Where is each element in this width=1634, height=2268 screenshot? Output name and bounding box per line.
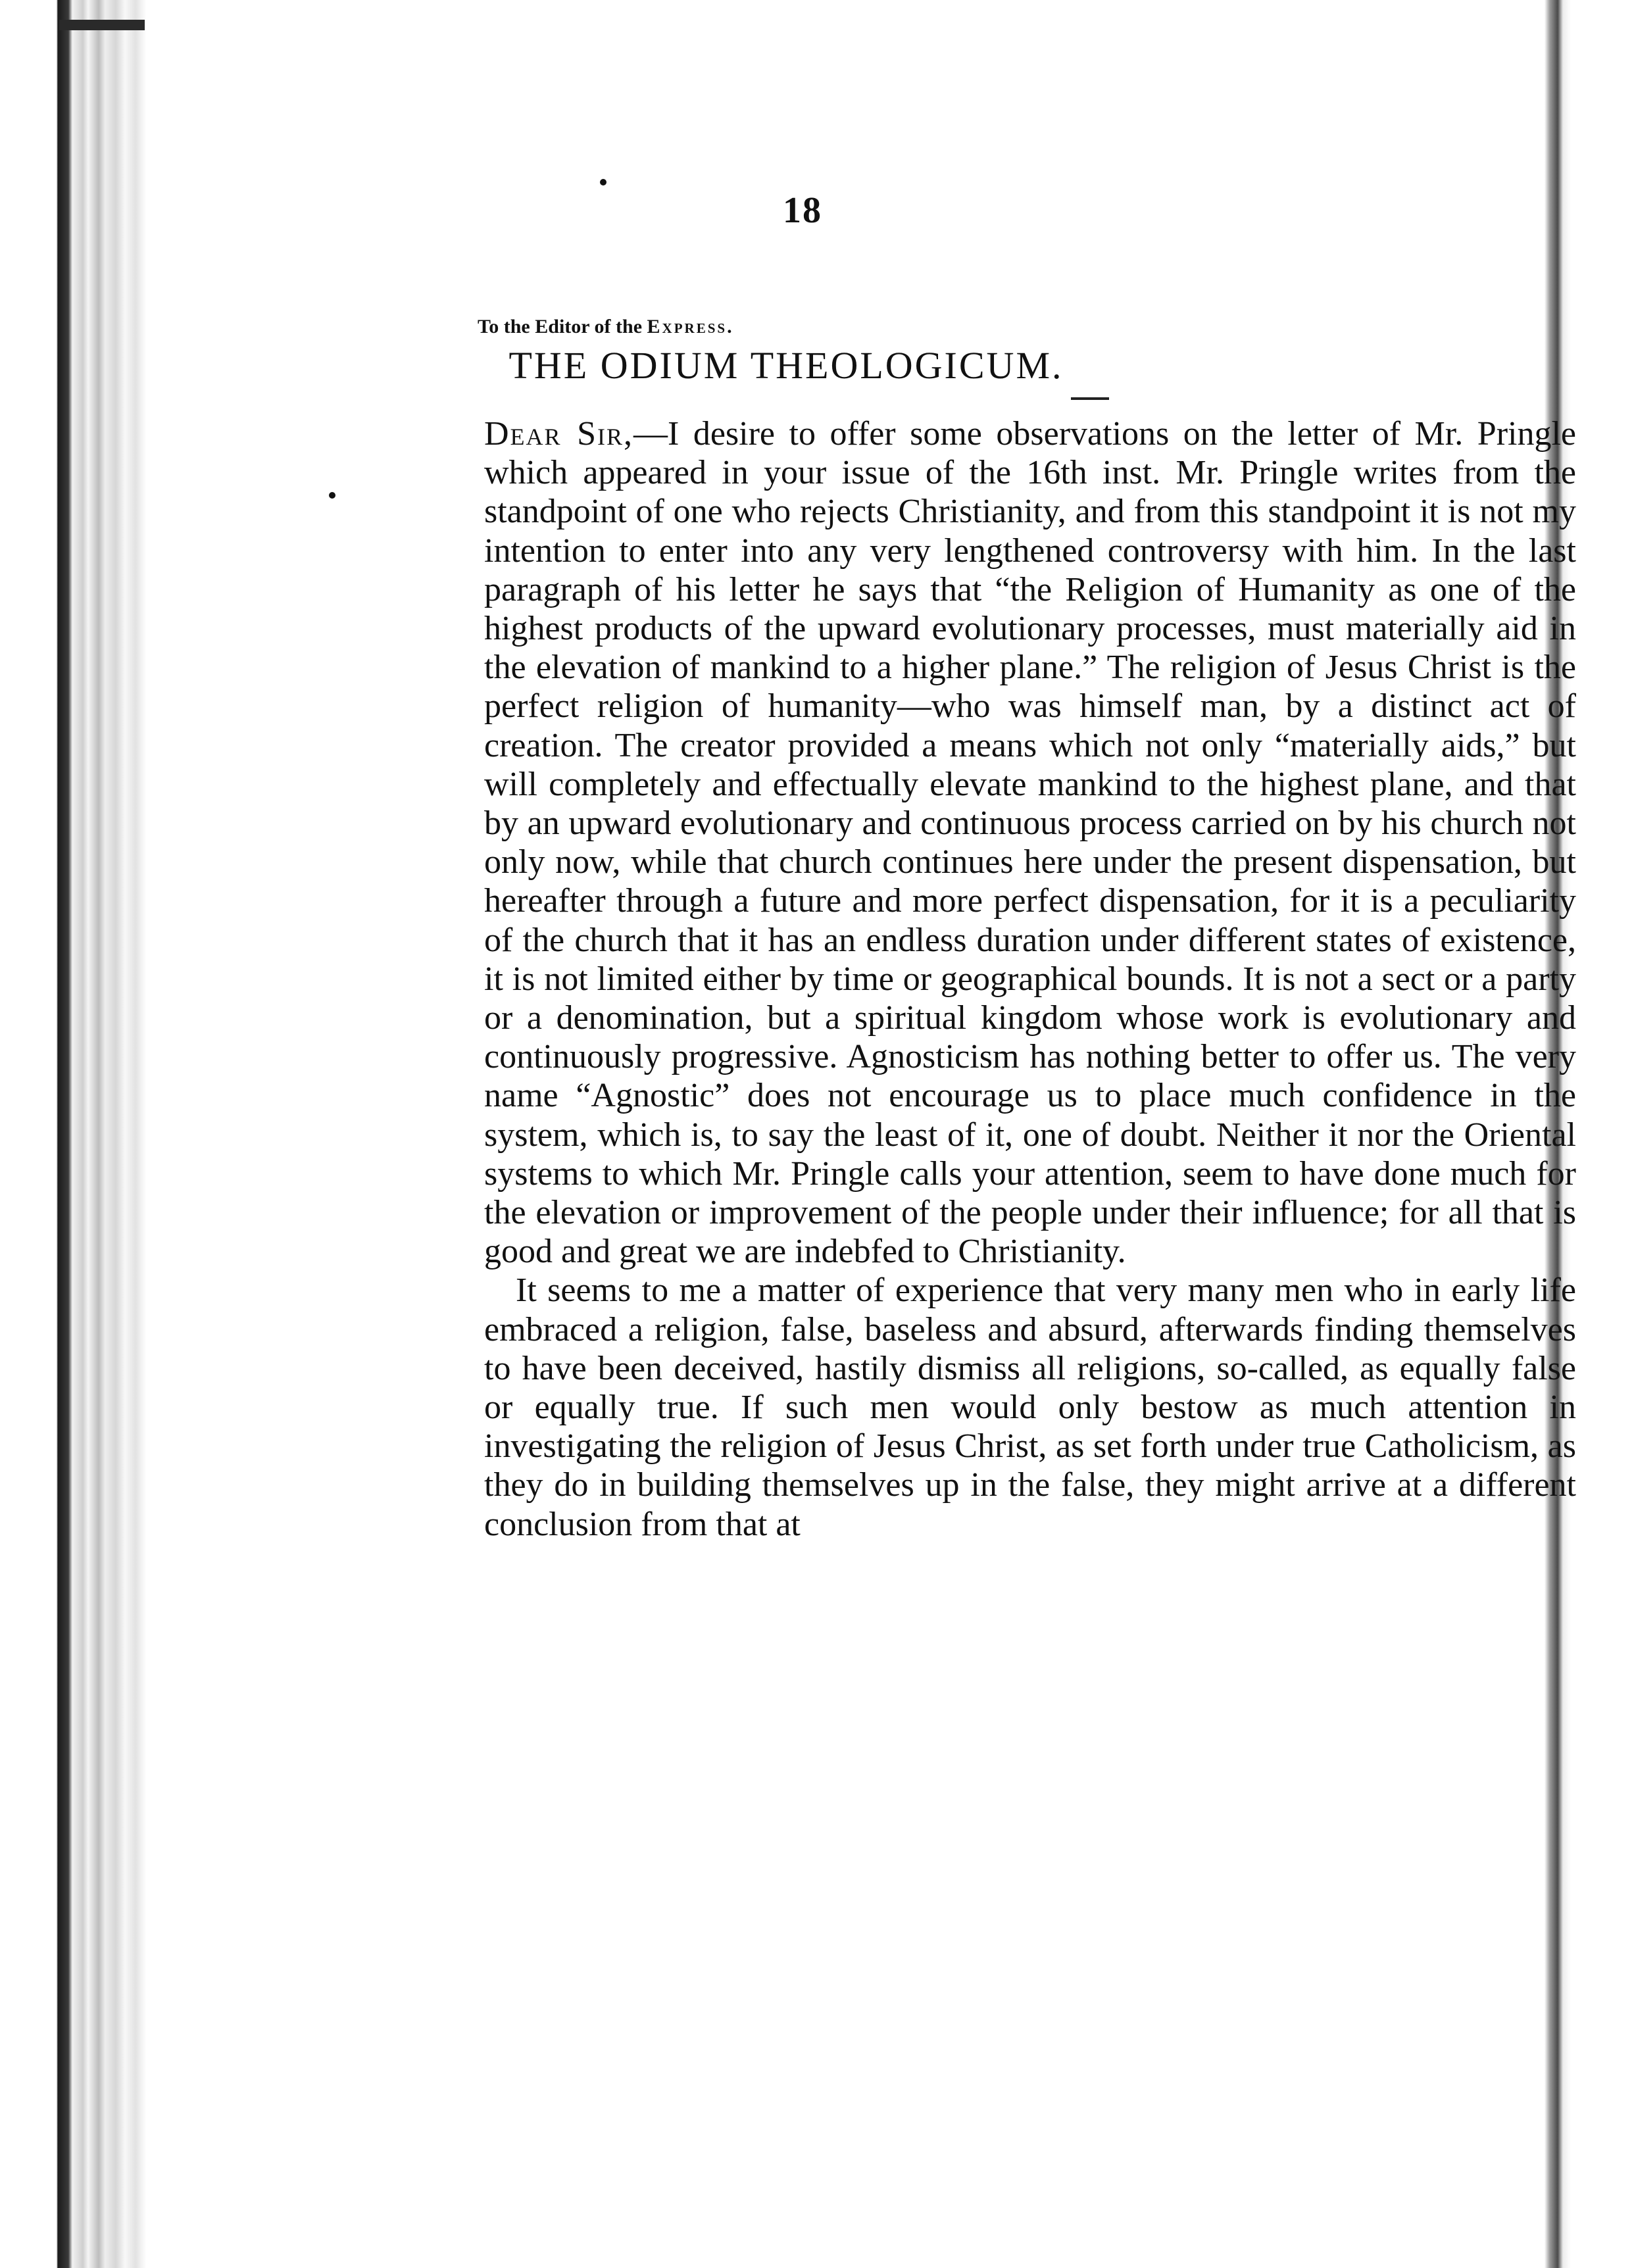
newspaper-name: Express. bbox=[647, 316, 734, 337]
letter-headline: THE ODIUM THEOLOGICUM. bbox=[508, 344, 1064, 387]
paragraph-1-text: —I desire to offer some observations on the letter of Mr. Pringle which appeared in your issue of the 16th inst. Mr. Pringle writes from the standpoint of one who rejects Christianity, and from this standpoint it is not my intention to enter into any very lengthened controversy with him. In the last paragraph of his letter he says that “the Religion of Humanity as one of the highest products of the upward evolutionary processes, must materially aid in the elevation of mankind to a higher plane.” The religion of Jesus Christ is the perfect religion of humanity—who was himself man, by a distinct act of creation. The creator provided a means which not only “materially aids,” but will completely and effectually elevate mankind to the highest plane, and that by an upward evolutionary and continuous process carried on by his church not only now, while that church continues here under the present dispensation, but hereafter through a future and more perfect dispensation, for it is a peculiarity of the church that it has an endless duration under different states of existence, it is not limited either by time or geographical bounds. It is not a sect or a party or a denomination, but a spiritual kingdom whose work is evolutionary and continuously progressive. Agnosticism has nothing better to offer us. The very name “Agnostic” does not encourage us to place much confidence in the system, which is, to say the least of it, one of doubt. Neither it nor the Oriental systems to which Mr. Pringle calls your attention, seem to have done much for the elevation or improvement of the people under their influence; for all that is good and great we are indebfed to Christianity. bbox=[484, 415, 1576, 1271]
page-number: 18 bbox=[783, 190, 822, 231]
paragraph-1 bbox=[484, 414, 1576, 1271]
letter-dateline bbox=[478, 316, 734, 338]
book-page bbox=[151, 0, 1576, 2268]
spine-top-shadow bbox=[59, 20, 145, 30]
salutation: Dear Sir, bbox=[484, 415, 633, 453]
paragraph-2: It seems to me a matter of experience that very many men who in early life embraced a religion, false, baseless and absurd, afterwards finding themselves to have been deceived, hastily dismiss all religions, so-called, as equally false or equally true. If such men would only bestow as much attention in investigating the religion of Jesus Christ, as set forth under true Catholicism, as they do in building themselves up in the false, they might arrive at a different conclusion from that at bbox=[484, 1271, 1576, 1543]
ink-speck bbox=[600, 179, 607, 185]
ink-speck bbox=[329, 492, 335, 499]
headline-rule bbox=[1071, 397, 1109, 400]
letter-body bbox=[484, 414, 1576, 1544]
dateline-prefix: To the Editor of the bbox=[478, 316, 643, 337]
book-spine-edge bbox=[0, 0, 151, 2268]
